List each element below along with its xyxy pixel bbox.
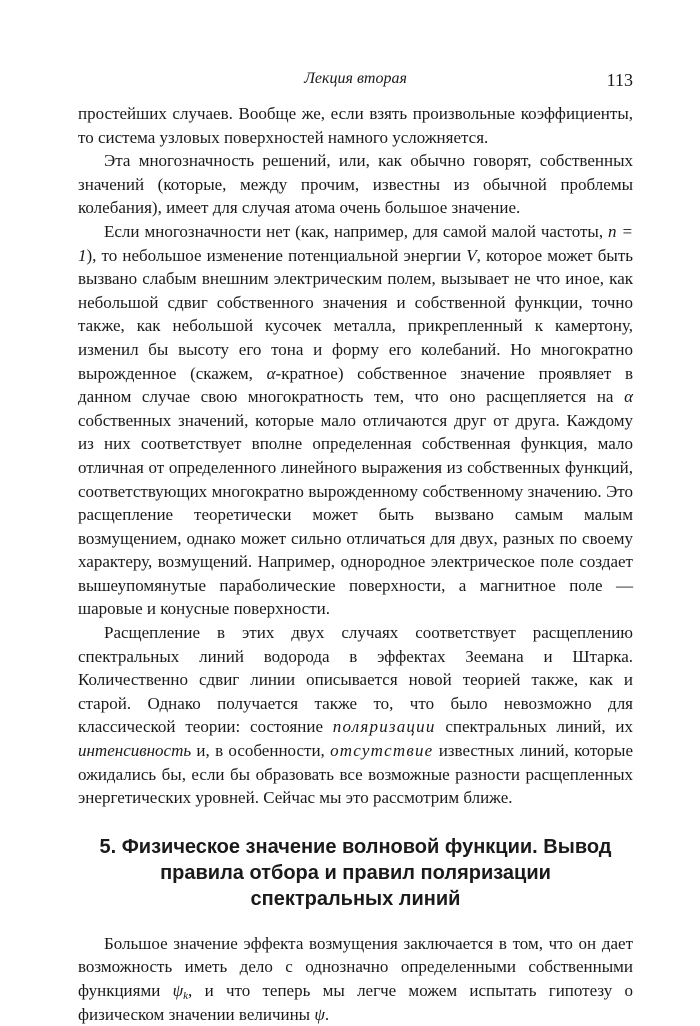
page-header xyxy=(78,70,633,94)
p4-text-a: Расщепление в этих двух случаях соответствует расщеплению спектральных линий водорода в эффектах Зеемана и Штарка. Количественно сдвиг линии описывается новой теорией также, как и старой. Однако получается также то, что было невозможно для классической теории: состояние xyxy=(78,623,633,737)
paragraph-5 xyxy=(78,932,633,1026)
p3-text-d: -кратное) собственное значение проявляет в данном случае свою многократность тем, что оно расщепляется на xyxy=(78,363,633,407)
page-body xyxy=(78,102,633,1026)
math-psi: ψ xyxy=(314,1004,325,1024)
emphasis-absence: отсутствие xyxy=(330,741,434,761)
section-heading-line-1: 5. Физическое значение волновой функции. Вывод xyxy=(99,835,612,858)
math-subscript-k: k xyxy=(183,990,189,1002)
math-v: V xyxy=(466,245,477,265)
paragraph-2: Эта многозначность решений, или, как обычно говорят, собственных значений (которые, между прочим, известны из обычной проблемы колебания), имеет для случая атома очень большое значение. xyxy=(78,151,633,218)
p3-text-c: , которое может быть вызвано слабым внешним электрическим полем, вызывает не что иное, как небольшой сдвиг собственного значения и собственной функции, точно также, как небольшой кусочек металла, прикрепленный к камертону, изменил бы высоту его тона и форму его колебаний. Но многократно вырожденное (скажем, xyxy=(78,245,634,383)
paragraph-4 xyxy=(78,621,633,810)
running-title: Лекция вторая xyxy=(304,70,407,87)
section-heading-line-3: спектральных линий xyxy=(250,887,461,910)
paragraph-3 xyxy=(78,220,633,621)
paragraph-1: простейших случаев. Вообще же, если взять произвольные коэффициенты, то система узловых поверхностей намного усложняется. xyxy=(78,104,633,147)
emphasis-intensity: интенсивность xyxy=(78,741,192,761)
emphasis-polarization: поляризации xyxy=(332,717,436,737)
section-heading-line-2: правила отбора и правил поляризации xyxy=(160,861,551,884)
page-number: 113 xyxy=(606,70,633,90)
math-psi: ψ xyxy=(172,981,184,1000)
p5-text-b: , и что теперь мы легче можем испытать гипотезу о физическом значении величины xyxy=(78,981,633,1024)
p3-text-a: Если многозначности нет (как, например, для самой малой частоты, xyxy=(104,221,609,241)
math-n-equals-1: n = 1 xyxy=(78,221,633,265)
p3-text-e: собственных значений, которые мало отличаются друг от друга. Каждому из них соответствует вполне определенная собственная функция, мало отличная от определенного линейного выражения из собственных функций, соответствующих многократно вырожденному собственному значению. Это расщепление теоретически может быть вызвано самым малым возмущением, однако может сильно отличаться для двух, разных по своему характеру, возмущений. Например, однородное электрическое поле создает вышеупомянутые параболические поверхности, а магнитное поле — шаровые и конусные поверхности. xyxy=(78,410,633,619)
math-alpha: α xyxy=(624,387,633,407)
section-heading xyxy=(78,834,633,912)
p5-text-a: Большое значение эффекта возмущения заключается в том, что он дает возможность иметь дело с однозначно определенными собственными функциями xyxy=(78,933,633,1000)
p4-text-c: и, в особенности, xyxy=(191,741,331,761)
p4-text-b: спектральных линий, их xyxy=(435,717,633,737)
p3-text-b: ), то небольшое изменение потенциальной энергии xyxy=(86,245,467,265)
p4-text-d: известных линий, которые ожидались бы, если бы образовать все возможные разности расщепленных энергетических уровней. Сейчас мы это рассмотрим ближе. xyxy=(78,741,633,808)
p5-text-c: . xyxy=(324,1004,330,1024)
math-alpha: α xyxy=(266,363,276,383)
